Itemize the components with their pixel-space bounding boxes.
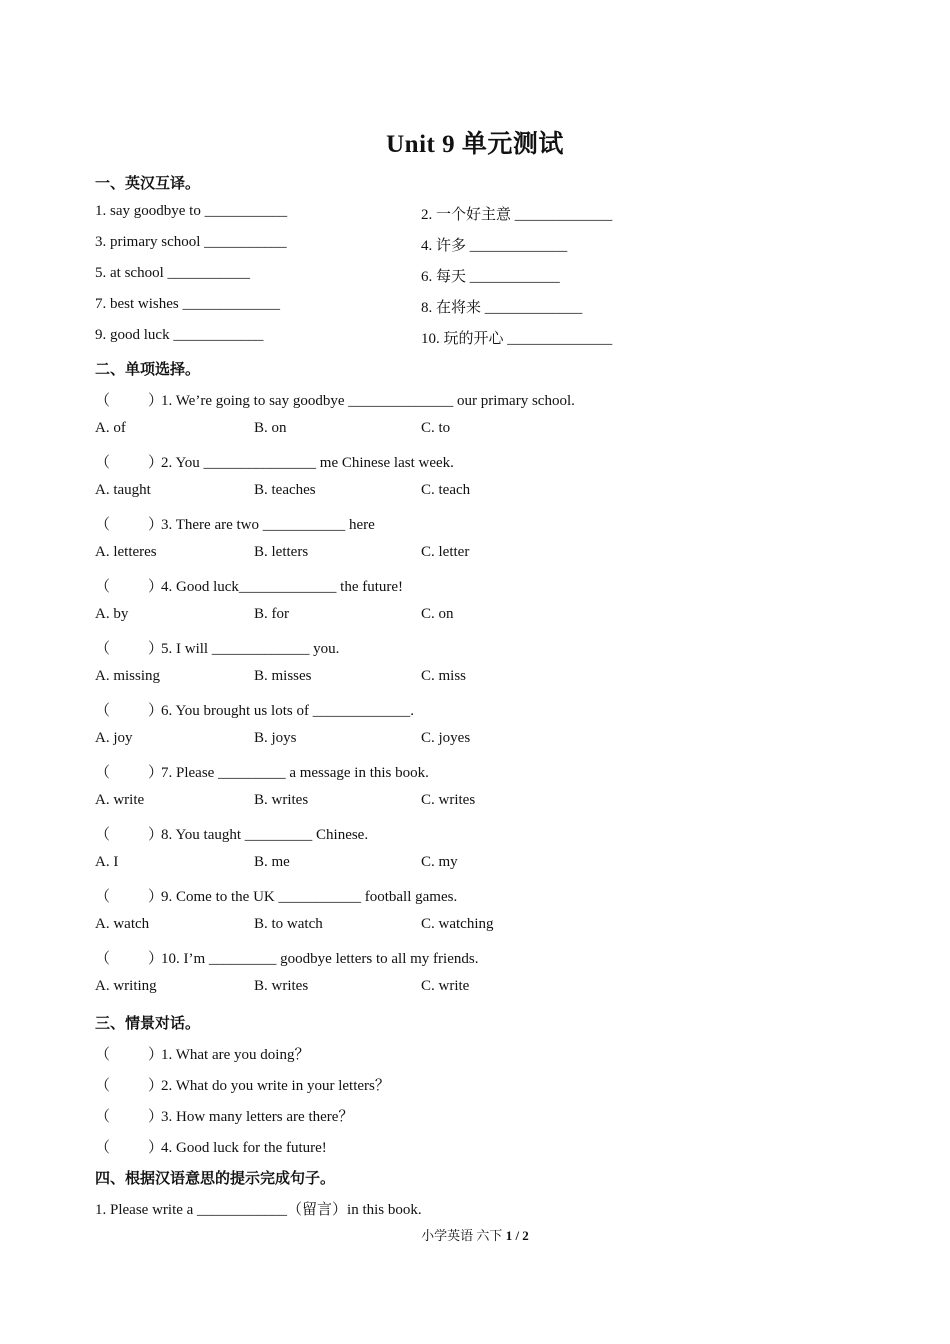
section-3-heading: 三、情景对话。	[95, 1014, 201, 1032]
option-b: B. for	[254, 606, 289, 622]
question-row	[95, 513, 375, 534]
question-row	[95, 885, 457, 906]
translation-item: 7. best wishes _____________	[95, 296, 280, 312]
answer-blank[interactable]: （ ）	[95, 1078, 164, 1094]
question-row	[95, 823, 368, 844]
translation-item: 3. primary school ___________	[95, 234, 287, 250]
answer-blank[interactable]: （ ）	[95, 889, 164, 905]
option-b: B. to watch	[254, 916, 323, 932]
option-c: C. letter	[421, 544, 470, 560]
question-row	[95, 389, 575, 410]
answer-blank[interactable]: （ ）	[95, 951, 164, 967]
translation-item: 2. 一个好主意 _____________	[421, 207, 613, 223]
option-c: C. watching	[421, 916, 494, 932]
page-title: Unit 9 单元测试	[386, 131, 564, 158]
question-row	[95, 575, 403, 596]
question-row	[95, 761, 429, 782]
translation-item: 5. at school ___________	[95, 265, 250, 281]
option-a: A. I	[95, 854, 119, 870]
question-row	[95, 699, 414, 720]
option-c: C. on	[421, 606, 454, 622]
option-a: A. missing	[95, 668, 161, 684]
option-c: C. write	[421, 978, 470, 994]
answer-blank[interactable]: （ ）	[95, 455, 164, 471]
translation-item: 6. 每天 ____________	[421, 269, 560, 285]
question-row	[95, 451, 454, 472]
option-b: B. misses	[254, 668, 312, 684]
answer-blank[interactable]: （ ）	[95, 1047, 164, 1063]
question-text: 8. You taught _________ Chinese.	[161, 827, 369, 843]
dialogue-question: （ ）4. Good luck for the future!	[95, 1136, 327, 1157]
option-b: B. teaches	[254, 482, 316, 498]
option-c: C. my	[421, 854, 458, 870]
option-a: A. of	[95, 420, 126, 436]
question-text: 1. We’re going to say goodbye ______________ our primary school.	[161, 393, 575, 409]
page-number: 1 / 2	[505, 1228, 529, 1243]
option-a: A. write	[95, 792, 145, 808]
answer-blank[interactable]: （ ）	[95, 517, 164, 533]
section-4-heading: 四、根据汉语意思的提示完成句子。	[95, 1169, 336, 1187]
answer-blank[interactable]: （ ）	[95, 393, 164, 409]
question-text: 2. You _______________ me Chinese last week.	[161, 455, 454, 471]
option-c: C. writes	[421, 792, 476, 808]
footer-text: 小学英语 六下	[421, 1228, 506, 1243]
translation-item: 9. good luck ____________	[95, 327, 264, 343]
question-text: 6. You brought us lots of _____________.	[161, 703, 414, 719]
question-text: 10. I’m _________ goodbye letters to all my friends.	[161, 951, 479, 967]
section-1-heading: 一、英汉互译。	[95, 174, 201, 192]
option-b: B. joys	[254, 730, 297, 746]
question-text: 7. Please _________ a message in this book.	[161, 765, 429, 781]
option-a: A. watch	[95, 916, 150, 932]
option-c: C. to	[421, 420, 451, 436]
dialogue-question: （ ）2. What do you write in your letters？	[95, 1074, 390, 1095]
section-2-heading: 二、单项选择。	[95, 360, 201, 378]
question-row	[95, 947, 478, 968]
option-a: A. by	[95, 606, 129, 622]
answer-blank[interactable]: （ ）	[95, 579, 164, 595]
question-text: 9. Come to the UK ___________ football games.	[161, 889, 458, 905]
answer-blank[interactable]: （ ）	[95, 641, 164, 657]
question-text: 5. I will _____________ you.	[161, 641, 340, 657]
translation-item: 4. 许多 _____________	[421, 238, 568, 254]
answer-blank[interactable]: （ ）	[95, 765, 164, 781]
answer-blank[interactable]: （ ）	[95, 703, 164, 719]
question-text: 3. There are two ___________ here	[161, 517, 375, 533]
page-footer	[0, 1225, 950, 1244]
answer-blank[interactable]: （ ）	[95, 1140, 164, 1156]
option-c: C. teach	[421, 482, 471, 498]
option-b: B. letters	[254, 544, 309, 560]
translation-item: 1. say goodbye to ___________	[95, 203, 288, 219]
option-b: B. on	[254, 420, 287, 436]
dialogue-question: （ ）3. How many letters are there？	[95, 1105, 353, 1126]
option-c: C. joyes	[421, 730, 471, 746]
option-b: B. writes	[254, 792, 309, 808]
option-a: A. writing	[95, 978, 157, 994]
fill-sentence: 1. Please write a ____________（留言）in this book.	[95, 1202, 422, 1218]
option-a: A. joy	[95, 730, 133, 746]
answer-blank[interactable]: （ ）	[95, 1109, 164, 1125]
question-text: 4. Good luck_____________ the future!	[161, 579, 404, 595]
translation-item: 8. 在将来 _____________	[421, 300, 583, 316]
option-b: B. me	[254, 854, 290, 870]
option-b: B. writes	[254, 978, 309, 994]
translation-item: 10. 玩的开心 ______________	[421, 331, 613, 347]
option-a: A. letteres	[95, 544, 157, 560]
option-a: A. taught	[95, 482, 151, 498]
question-row	[95, 637, 339, 658]
dialogue-question: （ ）1. What are you doing？	[95, 1043, 309, 1064]
answer-blank[interactable]: （ ）	[95, 827, 164, 843]
option-c: C. miss	[421, 668, 467, 684]
